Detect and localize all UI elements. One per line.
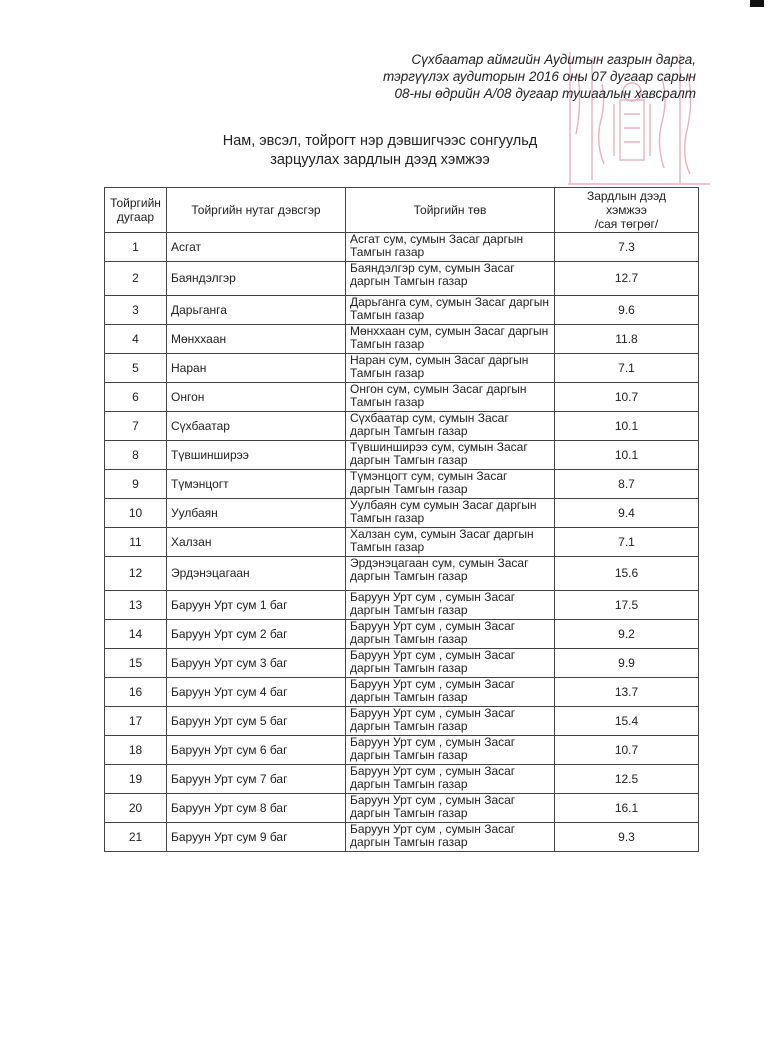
decree-note-line-2: тэргүүлэх аудиторын 2016 оны 07 дугаар сарын — [383, 69, 696, 84]
district-center-cell: Баруун Урт сум , сумын Засаг даргын Тамгын газар — [346, 591, 555, 620]
district-area-cell: Баруун Урт сум 4 баг — [167, 678, 346, 707]
district-center-cell: Уулбаян сум сумын Засаг даргын Тамгын газар — [346, 499, 555, 528]
table-row — [105, 412, 699, 441]
header-expense-max-line-1: Зардлын дээд — [586, 189, 667, 203]
district-area-cell: Асгат — [167, 233, 346, 262]
expense-amount-cell: 12.5 — [555, 765, 699, 794]
district-number-cell: 5 — [105, 354, 167, 383]
district-number-cell: 20 — [105, 794, 167, 823]
district-center-cell: Баруун Урт сум , сумын Засаг даргын Тамгын газар — [346, 649, 555, 678]
district-center-cell: Сүхбаатар сум, сумын Засаг даргын Тамгын газар — [346, 412, 555, 441]
expense-amount-cell: 12.7 — [555, 262, 699, 296]
district-area-cell: Халзан — [167, 528, 346, 557]
district-center-cell: Дарьганга сум, сумын Засаг даргын Тамгын газар — [346, 296, 555, 325]
district-area-cell: Түвшинширээ — [167, 441, 346, 470]
header-district-number: Тойргийн дугаар — [105, 188, 167, 233]
table-row — [105, 591, 699, 620]
table-row — [105, 499, 699, 528]
expense-amount-cell: 7.1 — [555, 528, 699, 557]
table-row — [105, 765, 699, 794]
district-number-cell: 8 — [105, 441, 167, 470]
document-title — [200, 132, 560, 170]
district-number-cell: 7 — [105, 412, 167, 441]
expense-amount-cell: 7.1 — [555, 354, 699, 383]
district-area-cell: Түмэнцогт — [167, 470, 346, 499]
district-center-cell: Баруун Урт сум , сумын Засаг даргын Тамгын газар — [346, 707, 555, 736]
district-number-cell: 14 — [105, 620, 167, 649]
district-area-cell: Баруун Урт сум 9 баг — [167, 823, 346, 852]
table-row — [105, 557, 699, 591]
district-number-cell: 16 — [105, 678, 167, 707]
district-center-cell: Наран сум, сумын Засаг даргын Тамгын газар — [346, 354, 555, 383]
district-number-cell: 15 — [105, 649, 167, 678]
district-number-cell: 4 — [105, 325, 167, 354]
expense-amount-cell: 7.3 — [555, 233, 699, 262]
district-center-cell: Баяндэлгэр сум, сумын Засаг даргын Тамгын газар — [346, 262, 555, 296]
expense-amount-cell: 9.4 — [555, 499, 699, 528]
district-area-cell: Баяндэлгэр — [167, 262, 346, 296]
district-number-cell: 21 — [105, 823, 167, 852]
table-row — [105, 262, 699, 296]
table-row — [105, 823, 699, 852]
expense-amount-cell: 9.9 — [555, 649, 699, 678]
district-area-cell: Онгон — [167, 383, 346, 412]
expense-amount-cell: 10.1 — [555, 441, 699, 470]
expense-amount-cell: 15.6 — [555, 557, 699, 591]
expense-limit-table — [104, 187, 699, 852]
expense-amount-cell: 16.1 — [555, 794, 699, 823]
table-row — [105, 678, 699, 707]
district-area-cell: Дарьганга — [167, 296, 346, 325]
expense-amount-cell: 10.1 — [555, 412, 699, 441]
table-row — [105, 470, 699, 499]
table-row — [105, 736, 699, 765]
district-area-cell: Мөнххаан — [167, 325, 346, 354]
district-area-cell: Баруун Урт сум 7 баг — [167, 765, 346, 794]
district-center-cell: Баруун Урт сум , сумын Засаг даргын Тамгын газар — [346, 678, 555, 707]
district-area-cell: Эрдэнэцагаан — [167, 557, 346, 591]
expense-amount-cell: 17.5 — [555, 591, 699, 620]
decree-attachment-note — [236, 51, 696, 102]
expense-amount-cell: 10.7 — [555, 736, 699, 765]
district-number-cell: 17 — [105, 707, 167, 736]
decree-note-line-1: Сүхбаатар аймгийн Аудитын газрын дарга, — [411, 52, 696, 67]
district-center-cell: Баруун Урт сум , сумын Засаг даргын Тамгын газар — [346, 765, 555, 794]
table-row — [105, 620, 699, 649]
table-row — [105, 233, 699, 262]
district-center-cell: Баруун Урт сум , сумын Засаг даргын Тамгын газар — [346, 794, 555, 823]
table-body — [105, 233, 699, 852]
district-number-cell: 18 — [105, 736, 167, 765]
table-row — [105, 325, 699, 354]
expense-amount-cell: 11.8 — [555, 325, 699, 354]
district-center-cell: Баруун Урт сум , сумын Засаг даргын Тамгын газар — [346, 736, 555, 765]
district-area-cell: Наран — [167, 354, 346, 383]
district-number-cell: 11 — [105, 528, 167, 557]
table-row — [105, 441, 699, 470]
document-title-line-1: Нам, эвсэл, тойрогт нэр дэвшигчээс сонгуульд — [222, 133, 538, 149]
expense-amount-cell: 9.3 — [555, 823, 699, 852]
header-district-center: Тойргийн төв — [346, 188, 555, 233]
district-center-cell: Эрдэнэцагаан сум, сумын Засаг даргын Тамгын газар — [346, 557, 555, 591]
table-row — [105, 707, 699, 736]
district-center-cell: Баруун Урт сум , сумын Засаг даргын Тамгын газар — [346, 823, 555, 852]
table-row — [105, 649, 699, 678]
district-number-cell: 3 — [105, 296, 167, 325]
decree-note-line-3: 08-ны өдрийн А/08 дугаар тушаалын хавсралт — [394, 86, 696, 101]
table-row — [105, 528, 699, 557]
district-number-cell: 13 — [105, 591, 167, 620]
expense-amount-cell: 15.4 — [555, 707, 699, 736]
table-row — [105, 354, 699, 383]
district-area-cell: Баруун Урт сум 8 баг — [167, 794, 346, 823]
district-area-cell: Баруун Урт сум 1 баг — [167, 591, 346, 620]
table-header-row — [105, 188, 699, 233]
district-number-cell: 10 — [105, 499, 167, 528]
header-expense-max — [555, 188, 699, 233]
district-area-cell: Баруун Урт сум 6 баг — [167, 736, 346, 765]
header-district-area: Тойргийн нутаг дэвсгэр — [167, 188, 346, 233]
district-center-cell: Түмэнцогт сум, сумын Засаг даргын Тамгын газар — [346, 470, 555, 499]
district-number-cell: 12 — [105, 557, 167, 591]
expense-amount-cell: 9.2 — [555, 620, 699, 649]
table-row — [105, 383, 699, 412]
district-area-cell: Уулбаян — [167, 499, 346, 528]
district-area-cell: Баруун Урт сум 5 баг — [167, 707, 346, 736]
district-center-cell: Мөнххаан сум, сумын Засаг даргын Тамгын газар — [346, 325, 555, 354]
district-area-cell: Баруун Урт сум 3 баг — [167, 649, 346, 678]
district-center-cell: Баруун Урт сум , сумын Засаг даргын Тамгын газар — [346, 620, 555, 649]
expense-amount-cell: 13.7 — [555, 678, 699, 707]
district-number-cell: 6 — [105, 383, 167, 412]
expense-amount-cell: 10.7 — [555, 383, 699, 412]
table-row — [105, 296, 699, 325]
district-center-cell: Халзан сум, сумын Засаг даргын Тамгын газар — [346, 528, 555, 557]
district-area-cell: Сүхбаатар — [167, 412, 346, 441]
district-center-cell: Онгон сум, сумын Засаг даргын Тамгын газар — [346, 383, 555, 412]
district-center-cell: Асгат сум, сумын Засаг даргын Тамгын газар — [346, 233, 555, 262]
district-number-cell: 1 — [105, 233, 167, 262]
district-number-cell: 19 — [105, 765, 167, 794]
district-number-cell: 2 — [105, 262, 167, 296]
expense-amount-cell: 8.7 — [555, 470, 699, 499]
district-number-cell: 9 — [105, 470, 167, 499]
district-area-cell: Баруун Урт сум 2 баг — [167, 620, 346, 649]
table-row — [105, 794, 699, 823]
header-expense-max-line-3: /сая төгрөг/ — [594, 217, 659, 231]
district-center-cell: Түвшинширээ сум, сумын Засаг даргын Тамгын газар — [346, 441, 555, 470]
expense-amount-cell: 9.6 — [555, 296, 699, 325]
document-title-line-2: зарцуулах зардлын дээд хэмжээ — [270, 152, 490, 168]
header-expense-max-line-2: хэмжээ — [606, 203, 647, 217]
scan-corner-mark — [750, 0, 764, 7]
